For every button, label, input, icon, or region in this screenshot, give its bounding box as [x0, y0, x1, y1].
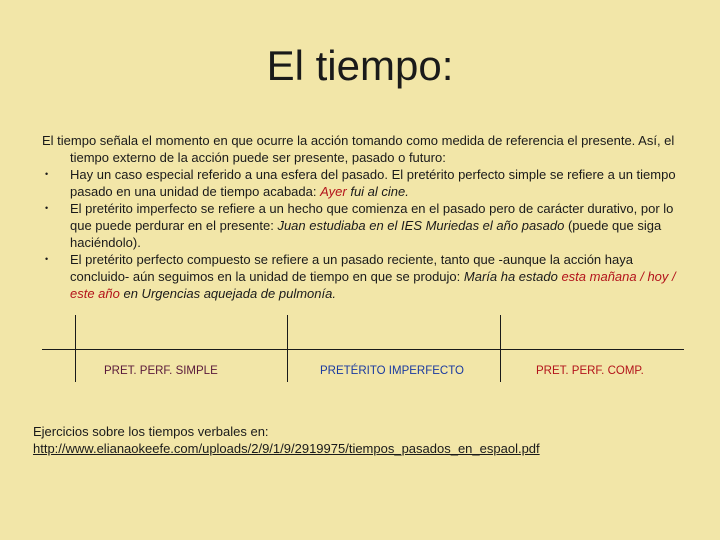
- bullet-text: Hay un caso especial referido a una esfera del pasado. El pretérito perfecto simple se refiere a un tiempo pasado en una unidad de tiempo acabada:: [70, 167, 676, 199]
- bullet-preterito-imperfecto: [42, 200, 687, 251]
- timeline-axis: [42, 349, 684, 350]
- timeline-tick-2: [287, 315, 288, 382]
- timeline-label-imperfecto: PRETÉRITO IMPERFECTO: [320, 365, 464, 377]
- example-highlight: Ayer: [320, 184, 347, 199]
- exercises-link[interactable]: http://www.elianaokeefe.com/uploads/2/9/1/9/2919975/tiempos_pasados_en_espaol.pdf: [33, 441, 540, 456]
- slide-title: El tiempo:: [266, 42, 454, 89]
- example-text-tail: en Urgencias aquejada de pulmonía.: [119, 286, 336, 301]
- example-text: Juan estudiaba en el IES Muriedas el año pasado: [277, 218, 565, 233]
- intro-paragraph: El tiempo señala el momento en que ocurre la acción tomando como medida de referencia el presente. Así, el tiempo externo de la acción puede ser presente, pasado o futuro:: [42, 133, 675, 165]
- timeline-diagram: [42, 315, 687, 395]
- bullet-text: El pretérito imperfecto se refiere a un hecho que comienza en el pasado pero de carácter durativo, por lo que puede perdurar en el presente:: [70, 201, 674, 233]
- bullet-text-tail: (puede que siga haciéndolo).: [70, 218, 662, 250]
- bullet-text: El pretérito perfecto compuesto se refiere a un pasado reciente, tanto que -aunque la acción haya concluido- aún seguimos en la unidad de tiempo en que se produjo:: [70, 252, 633, 284]
- exercises-heading: Ejercicios sobre los tiempos verbales en:: [33, 424, 269, 439]
- bullet-preterito-perfecto-simple: [42, 166, 687, 200]
- exercises-section: [33, 423, 540, 457]
- example-text: fui al cine.: [346, 184, 409, 199]
- example-text: María ha estado: [463, 269, 562, 284]
- slide-body: [42, 132, 687, 302]
- timeline-label-perfecto-compuesto: PRET. PERF. COMP.: [536, 365, 644, 377]
- bullet-icon: •: [45, 203, 49, 213]
- bullet-icon: •: [45, 254, 49, 264]
- example-highlight: esta mañana / hoy / este año: [70, 269, 676, 301]
- timeline-label-perfecto-simple: PRET. PERF. SIMPLE: [104, 365, 218, 377]
- timeline-tick-1: [75, 315, 76, 382]
- bullet-preterito-perfecto-compuesto: [42, 251, 687, 302]
- timeline-tick-3: [500, 315, 501, 382]
- bullet-icon: •: [45, 169, 49, 179]
